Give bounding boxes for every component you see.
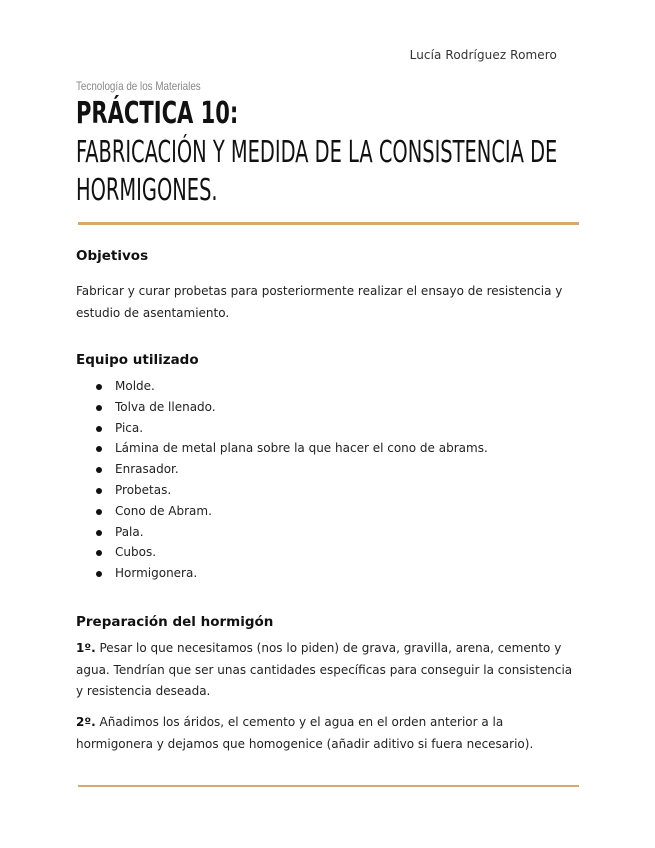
- bullet-icon: [96, 530, 102, 536]
- title-divider: [78, 222, 579, 225]
- list-item: Enrasador.: [76, 459, 488, 480]
- bullet-icon: [96, 384, 102, 390]
- preparacion-step-2: [76, 712, 576, 755]
- bullet-icon: [96, 426, 102, 432]
- step-1-label: 1º.: [76, 641, 96, 655]
- list-item: Tolva de llenado.: [76, 397, 488, 418]
- objetivos-text: Fabricar y curar probetas para posteriormente realizar el ensayo de resistencia y estudio de asentamiento.: [76, 284, 563, 320]
- section-heading-equipo: Equipo utilizado: [76, 352, 199, 368]
- bullet-icon: [96, 488, 102, 494]
- list-item: Pica.: [76, 418, 488, 439]
- list-item: Pala.: [76, 522, 488, 543]
- title-line-2: FABRICACIÓN Y MEDIDA DE LA CONSISTENCIA DE: [76, 135, 558, 170]
- bullet-icon: [96, 467, 102, 473]
- author-name: Lucía Rodríguez Romero: [409, 48, 557, 62]
- section-heading-objetivos: Objetivos: [76, 248, 149, 264]
- title-line-3: HORMIGONES.: [76, 173, 218, 208]
- step-2-label: 2º.: [76, 715, 96, 729]
- bullet-icon: [96, 446, 102, 452]
- bullet-icon: [96, 405, 102, 411]
- step-2-text: Añadimos los áridos, el cemento y el agua en el orden anterior a la hormigonera y dejamos que homogenice (añadir aditivo si fuera necesario).: [76, 715, 534, 751]
- bullet-icon: [96, 509, 102, 515]
- equipment-list: [76, 376, 488, 584]
- list-item: Probetas.: [76, 480, 488, 501]
- list-item: Cono de Abram.: [76, 501, 488, 522]
- subject-label: Tecnología de los Materiales: [76, 79, 201, 93]
- bullet-icon: [96, 571, 102, 577]
- footer-divider: [78, 785, 579, 787]
- page-title: [76, 94, 636, 210]
- list-item: Cubos.: [76, 542, 488, 563]
- section-heading-preparacion: Preparación del hormigón: [76, 614, 274, 630]
- list-item: Lámina de metal plana sobre la que hacer el cono de abrams.: [76, 438, 488, 459]
- title-line-1: PRÁCTICA 10:: [76, 96, 239, 131]
- list-item: Hormigonera.: [76, 563, 488, 584]
- preparacion-step-1: [76, 638, 576, 703]
- list-item: Molde.: [76, 376, 488, 397]
- bullet-icon: [96, 550, 102, 556]
- step-1-text: Pesar lo que necesitamos (nos lo piden) de grava, gravilla, arena, cemento y agua. Tendrían que ser unas cantidades específicas para conseguir la consistencia y resistencia deseada.: [76, 641, 573, 698]
